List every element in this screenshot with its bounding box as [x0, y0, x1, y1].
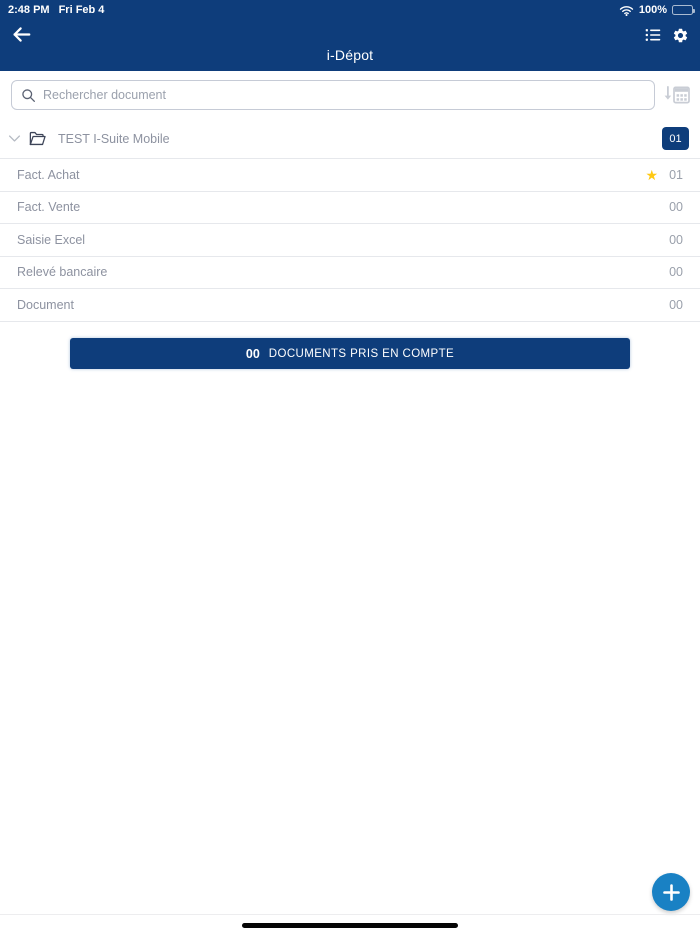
back-button[interactable] [11, 25, 33, 45]
doc-type-count: 00 [669, 200, 683, 215]
doc-row-right [667, 200, 683, 214]
search-box [11, 80, 655, 110]
app-header [0, 0, 700, 71]
back-arrow-icon [11, 25, 33, 44]
doc-type-count: 00 [669, 265, 683, 280]
doc-type-label: Fact. Achat [17, 167, 80, 182]
folder-row[interactable] [0, 119, 700, 158]
bottom-divider [0, 914, 700, 915]
doc-row-right [645, 168, 683, 182]
search-section [0, 71, 700, 119]
documents-taken-button[interactable] [70, 338, 630, 369]
list-icon [644, 27, 662, 43]
doc-row-right [667, 298, 683, 312]
battery-icon [672, 5, 693, 15]
nav-actions [643, 25, 690, 45]
page-title: i-Dépot [326, 47, 374, 63]
status-date: Fri Feb 4 [58, 4, 105, 16]
doc-type-count: 00 [669, 297, 683, 312]
doc-type-row[interactable] [0, 192, 700, 225]
doc-type-label: Relevé bancaire [17, 265, 108, 280]
folder-open-icon [28, 130, 48, 147]
status-bar [0, 0, 700, 17]
doc-type-count: 00 [669, 232, 683, 247]
document-type-list [0, 158, 700, 322]
wifi-icon [619, 5, 634, 16]
status-bar-right [619, 4, 693, 16]
doc-row-right [667, 265, 683, 279]
home-indicator[interactable] [242, 923, 458, 928]
status-time: 2:48 PM [8, 4, 50, 16]
settings-button[interactable] [670, 25, 690, 45]
doc-type-label: Document [17, 297, 74, 312]
doc-type-count: 01 [669, 167, 683, 182]
folder-badge: 01 [662, 127, 689, 150]
gear-icon [672, 27, 689, 44]
documents-taken-label: DOCUMENTS PRIS EN COMPTE [268, 347, 455, 360]
search-input[interactable] [43, 88, 645, 102]
sort-calendar-icon [664, 84, 691, 106]
chevron-down-icon[interactable] [8, 134, 22, 143]
documents-taken-count: 00 [245, 346, 260, 361]
sort-by-date-button[interactable] [661, 82, 693, 108]
plus-icon [662, 883, 681, 902]
folder-name: TEST I-Suite Mobile [58, 131, 170, 146]
search-icon [21, 88, 36, 103]
doc-type-row[interactable] [0, 289, 700, 322]
add-document-fab[interactable] [652, 873, 690, 911]
doc-type-row[interactable] [0, 159, 700, 192]
doc-row-right [667, 233, 683, 247]
battery-percent: 100% [638, 4, 667, 16]
doc-type-row[interactable] [0, 257, 700, 290]
doc-type-label: Fact. Vente [17, 200, 81, 215]
list-view-button[interactable] [643, 25, 663, 45]
status-bar-left [8, 4, 104, 16]
doc-type-label: Saisie Excel [17, 232, 86, 247]
star-icon: ★ [645, 166, 658, 183]
doc-type-row[interactable] [0, 224, 700, 257]
